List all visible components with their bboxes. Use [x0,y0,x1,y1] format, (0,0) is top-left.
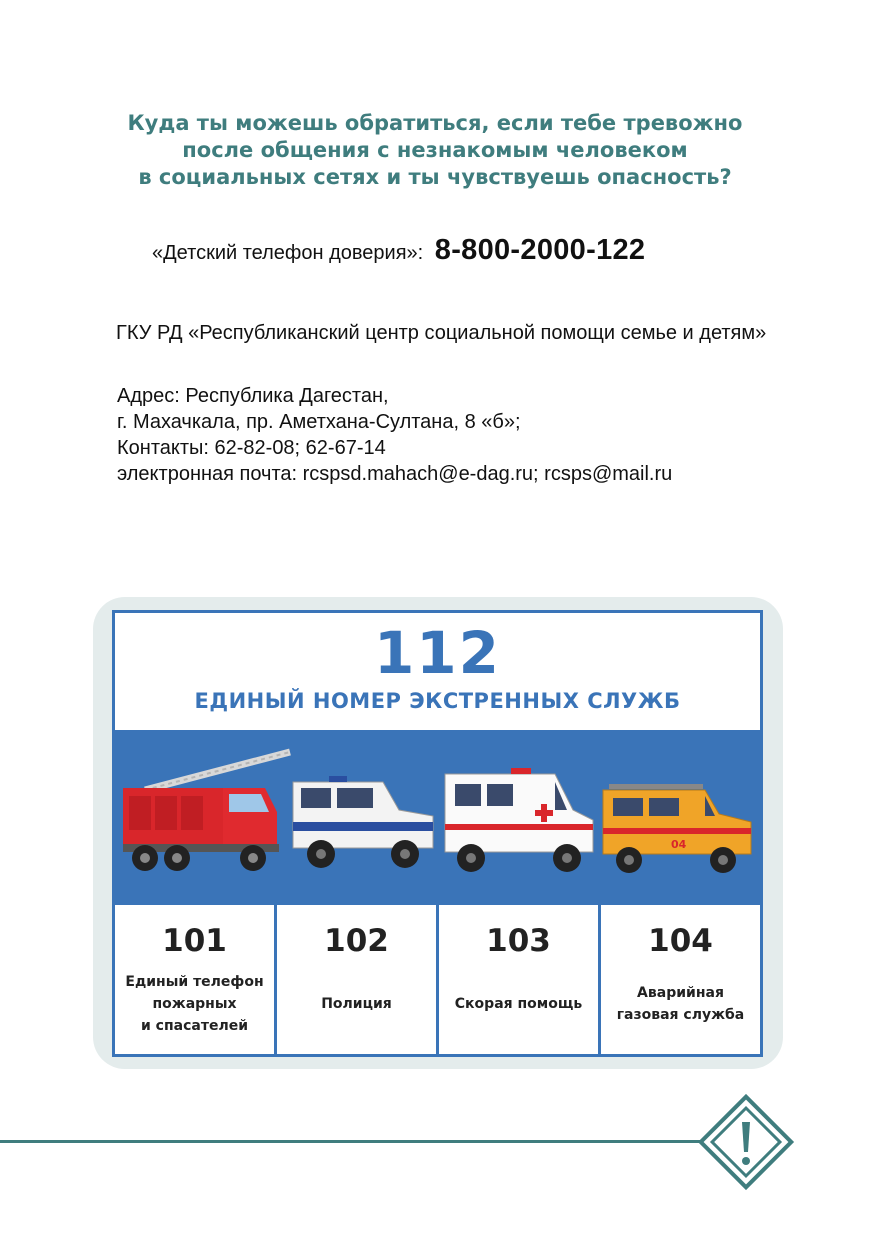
service-label: Скорая помощь [454,996,583,1012]
hotline-number[interactable]: 8-800-2000-122 [434,234,646,266]
address-block [117,383,817,487]
service-label: Аварийная газовая служба [616,985,745,1023]
service-number: 102 [324,923,389,959]
emergency-main-number: 112 [373,619,502,687]
gas-service-van-icon [603,784,751,873]
service-101[interactable] [115,905,274,1054]
hotline-label: «Детский телефон доверия»: [152,242,424,264]
police-suv-icon [293,776,433,868]
service-number: 103 [486,923,551,959]
emergency-subtitle: ЕДИНЫЙ НОМЕР ЭКСТРЕННЫХ СЛУЖБ [194,689,681,713]
address-line-2: г. Махачкала, пр. Аметхана-Султана, 8 «б»; [117,411,521,433]
emergency-vehicles [115,730,760,904]
organization-name: ГКУ РД «Республиканский центр социальной помощи семье и детям» [116,322,767,344]
bottom-divider [0,1140,700,1143]
heading-line-3: в социальных сетях и ты чувствуешь опасность? [138,165,732,189]
address-line-1: Адрес: Республика Дагестан, [117,385,389,407]
fire-truck-icon [123,752,290,871]
service-104[interactable] [601,905,760,1054]
service-102[interactable] [277,905,436,1054]
exclamation-diamond-icon [692,1088,800,1196]
service-number: 104 [648,923,713,959]
emergency-card-header [115,613,760,730]
gas-van-badge: 04 [671,838,687,851]
service-103[interactable] [439,905,598,1054]
heading-line-1: Куда ты можешь обратиться, если тебе тревожно [127,111,743,135]
emergency-card [112,610,763,1057]
service-label: Полиция [321,996,392,1012]
email-line[interactable]: электронная почта: rcspsd.mahach@e-dag.ru; rcsps@mail.ru [117,463,673,485]
service-number: 101 [162,923,227,959]
service-label: Единый телефон пожарных и спасателей [125,974,264,1034]
page-heading [100,110,770,191]
heading-line-2: после общения с незнакомым человеком [182,138,688,162]
contacts-line: Контакты: 62-82-08; 62-67-14 [117,437,386,459]
child-hotline [152,234,645,267]
ambulance-van-icon [445,768,593,872]
emergency-services-row [115,905,760,1054]
